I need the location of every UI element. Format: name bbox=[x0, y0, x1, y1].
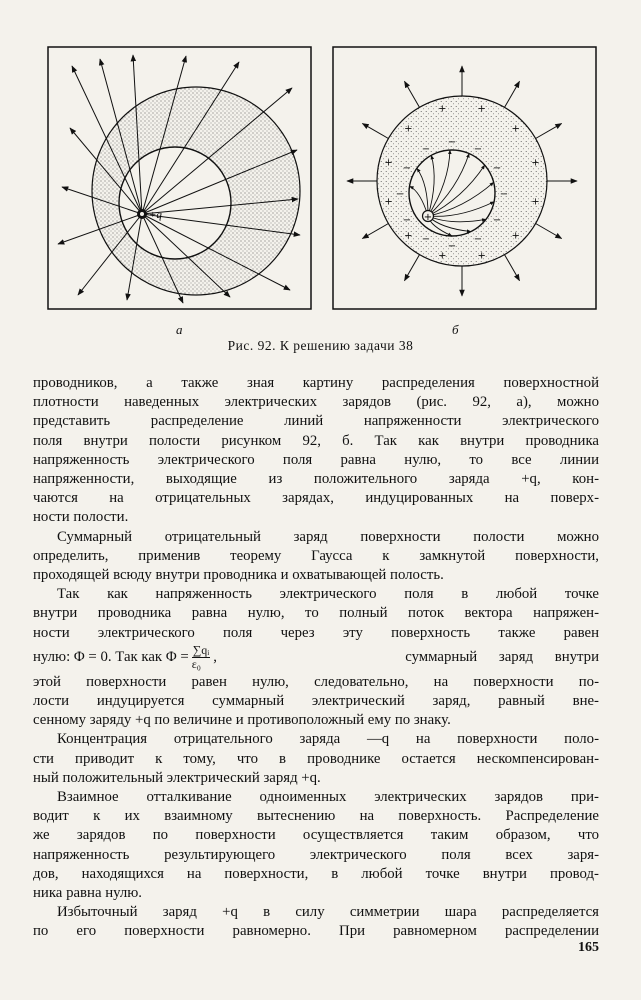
cavity-a bbox=[119, 147, 231, 259]
positive-charge-sign: + bbox=[531, 157, 540, 169]
text-line: Так как напряженность электрического поля в любой точке bbox=[57, 586, 599, 603]
figure-b bbox=[333, 47, 596, 309]
text-line: Концентрация отрицательного заряда —q на поверхности поло- bbox=[57, 731, 599, 748]
text-line: поля внутри полости рисунком 92, б. Так как внутри проводника bbox=[33, 432, 599, 449]
text-line: напряженность электрического поля равна нулю, то все линии bbox=[33, 451, 599, 468]
figure-92 bbox=[0, 0, 641, 380]
field-line-b bbox=[536, 224, 562, 239]
positive-charge-sign: + bbox=[438, 250, 447, 262]
negative-charge-sign: − bbox=[492, 215, 502, 226]
text-line: водит к их взаимному вытеснению на поверхность. Распределение bbox=[33, 808, 599, 825]
text-line: ности полости. bbox=[33, 509, 129, 526]
text-line: определить, применив теорему Гаусса к замкнутой поверхности, bbox=[33, 547, 599, 564]
positive-charge-sign: + bbox=[531, 196, 540, 208]
field-line-b bbox=[362, 124, 388, 139]
negative-charge-sign: − bbox=[447, 241, 457, 252]
subfigure-label-a: a bbox=[176, 322, 183, 337]
negative-charge-sign: − bbox=[402, 215, 412, 226]
text-line: напряженности, выходящие из положительного заряда +q, кон- bbox=[33, 471, 599, 488]
text-line: дов, находящихся на поверхности, в любой точке внутри провод- bbox=[33, 865, 599, 882]
text-line: представить распределение линий напряженности электрического bbox=[33, 413, 599, 430]
positive-charge-sign: + bbox=[511, 230, 520, 242]
positive-charge-sign: + bbox=[477, 103, 486, 115]
text-line: внутри проводника равна нулю, то полный поток вектора напряжен- bbox=[33, 605, 599, 622]
negative-charge-sign: − bbox=[492, 163, 502, 174]
charge-label-a: +q bbox=[149, 209, 162, 221]
positive-charge-sign: + bbox=[384, 157, 393, 169]
text-line: напряженность результирующего электрического поля всех заря- bbox=[33, 846, 599, 863]
text-line: ника равна нулю. bbox=[33, 885, 143, 902]
negative-charge-sign: − bbox=[421, 234, 431, 246]
text-line: сти приводит к тому, что в проводнике остается нескомпенсирован- bbox=[33, 750, 599, 767]
negative-charge-sign: − bbox=[473, 143, 483, 155]
text-line: Взаимное отталкивание одноименных электрических зарядов при- bbox=[57, 789, 599, 806]
figure-caption: Рис. 92. К решению задачи 38 bbox=[227, 338, 414, 353]
negative-charge-sign: − bbox=[395, 189, 405, 200]
positive-charge-sign: + bbox=[404, 123, 413, 135]
field-line-b bbox=[505, 81, 520, 107]
text-line: ный положительный электрический заряд +q. bbox=[33, 769, 321, 786]
gauss-fraction bbox=[192, 644, 211, 671]
text-line: проводников, а также зная картину распределения поверхностной bbox=[33, 375, 599, 391]
negative-charge-sign: − bbox=[421, 143, 431, 155]
subfigure-label-b: б bbox=[452, 322, 459, 337]
positive-charge-sign: + bbox=[477, 250, 486, 262]
text-line: же зарядов по поверхности осуществляется таким образом, что bbox=[33, 827, 599, 844]
text-line: по его поверхности равномерно. При равномерном распределении bbox=[33, 923, 599, 940]
text-line: суммарный заряд внутри bbox=[405, 649, 599, 666]
negative-charge-sign: − bbox=[473, 234, 483, 246]
text-line: плотности наведенных электрических зарядов (рис. 92, a), можно bbox=[33, 394, 599, 411]
fraction-denominator: ε₀ bbox=[191, 657, 201, 672]
text-line: чаются на отрицательных зарядах, индуцированных на поверх- bbox=[33, 490, 599, 507]
point-charge-b-sign: + bbox=[423, 212, 433, 223]
text-line: лости индуцируется суммарный электрический заряд, равный вне- bbox=[33, 693, 599, 710]
text-line: Суммарный отрицательный заряд поверхности полости можно bbox=[57, 528, 599, 545]
cavity-b bbox=[409, 150, 495, 236]
field-line-b bbox=[505, 255, 520, 281]
negative-charge-sign: − bbox=[447, 137, 457, 148]
positive-charge-sign: + bbox=[384, 196, 393, 208]
fraction-numerator: ∑qᵢ bbox=[192, 643, 210, 658]
negative-charge-sign: − bbox=[499, 189, 509, 200]
text-line: нулю: Φ = 0. Так как Φ = bbox=[33, 649, 189, 666]
page-number: 165 bbox=[578, 940, 599, 955]
text-line: этой поверхности равен нулю, следовательно, на поверхности по- bbox=[33, 673, 599, 690]
text-line: ности электрического поля через эту поверхность также равен bbox=[33, 624, 599, 641]
fraction-comma: , bbox=[213, 649, 217, 666]
positive-charge-sign: + bbox=[404, 230, 413, 242]
text-line: Избыточный заряд +q в силу симметрии шара распределяется bbox=[57, 904, 599, 921]
field-line-b bbox=[405, 81, 420, 107]
text-line: сенному заряду +q по величине и противоположный ему по знаку. bbox=[33, 712, 451, 729]
field-line-b bbox=[536, 124, 562, 139]
field-line-b bbox=[405, 255, 420, 281]
text-line: проходящей всюду внутри проводника и охватывающей полость. bbox=[33, 567, 444, 584]
positive-charge-sign: + bbox=[438, 103, 447, 115]
positive-charge-sign: + bbox=[511, 123, 520, 135]
field-line-b bbox=[362, 224, 388, 239]
negative-charge-sign: − bbox=[402, 163, 412, 174]
formula-line bbox=[33, 643, 599, 673]
figure-a bbox=[48, 47, 311, 309]
body-text bbox=[33, 374, 599, 942]
